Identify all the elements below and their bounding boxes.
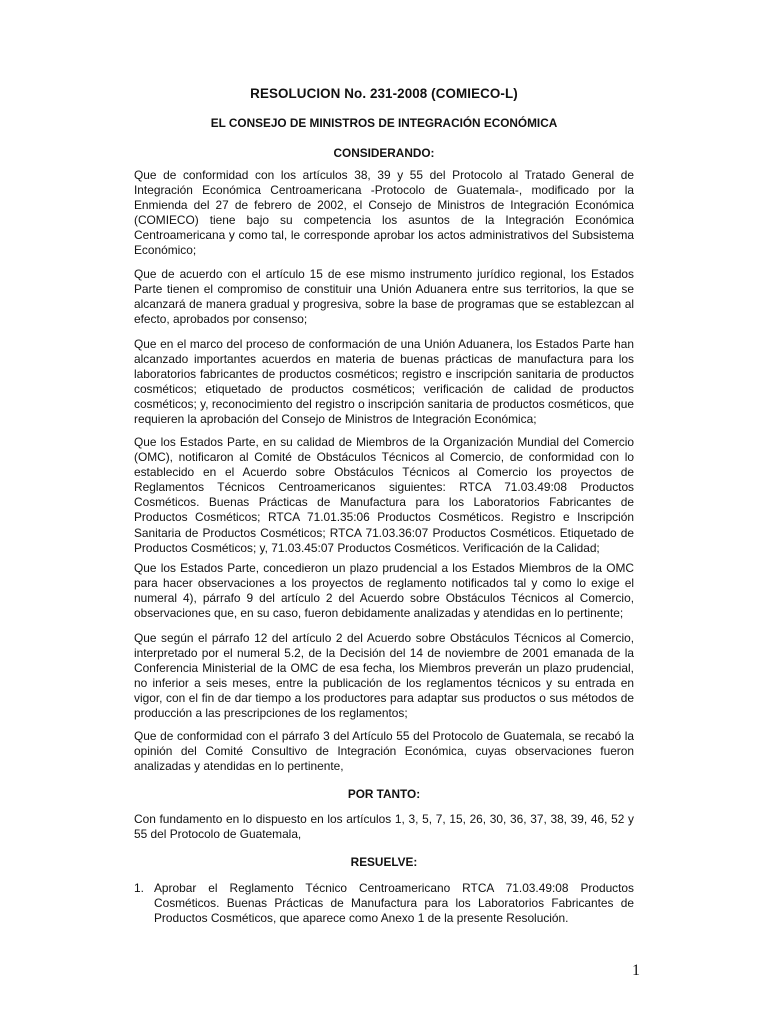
considerando-paragraph-5: Que los Estados Parte, concedieron un plazo prudencial a los Estados Miembros de la OMC para hacer observaciones a los proyectos de reglamento notificados tal y como lo exige el numeral 4), párrafo 9 del artículo 2 del Acuerdo sobre Obstáculos Técnicos al Comercio, observaciones que, en su caso, fueron debidamente analizadas y atendidas en lo pertinente; (134, 561, 634, 621)
resuelve-heading: RESUELVE: (350, 855, 418, 869)
considerando-paragraph-6: Que según el párrafo 12 del artículo 2 del Acuerdo sobre Obstáculos Técnicos al Comercio, interpretado por el numeral 5.2, de la Decisión del 14 de noviembre de 2001 emanada de la Conferencia Ministerial de la OMC de esa fecha, los Miembros preverán un plazo prudencial, no inferior a seis meses, entre la publicación de los reglamentos técnicos y su entrada en vigor, con el fin de dar tiempo a los productores para adaptar sus productos o sus métodos de producción a las prescripciones de los reglamentos; (134, 631, 634, 721)
considerando-paragraph-7: Que de conformidad con el párrafo 3 del Artículo 55 del Protocolo de Guatemala, se recabó la opinión del Comité Consultivo de Integración Económica, cuyas observaciones fueron analizadas y atendidas en lo pertinente, (134, 729, 634, 774)
resolution-title: RESOLUCION No. 231-2008 (COMIECO-L) (250, 86, 518, 101)
considerando-paragraph-2: Que de acuerdo con el artículo 15 de ese mismo instrumento jurídico regional, los Estados Parte tienen el compromiso de constituir una Unión Aduanera entre sus territorios, la que se alcanzará de manera gradual y progresiva, sobre la base de programas que se establezcan al efecto, aprobados por consenso; (134, 267, 634, 327)
considerando-paragraph-3: Que en el marco del proceso de conformación de una Unión Aduanera, los Estados Parte han alcanzado importantes acuerdos en materia de buenas prácticas de manufactura para los laboratorios fabricantes de productos cosméticos; registro e inscripción sanitaria de productos cosméticos; etiquetado de productos cosméticos; verificación de calidad de productos cosméticos; y, reconocimiento del registro o inscripción sanitaria de productos cosméticos, que requieren la aprobación del Consejo de Ministros de Integración Económica; (134, 337, 634, 427)
page-number: 1 (632, 962, 640, 979)
considerando-heading: CONSIDERANDO: (333, 146, 435, 160)
por-tanto-heading: POR TANTO: (347, 787, 421, 801)
por-tanto-paragraph: Con fundamento en lo dispuesto en los artículos 1, 3, 5, 7, 15, 26, 30, 36, 37, 38, 39, 46, 52 y 55 del Protocolo de Guatemala, (134, 812, 634, 842)
council-subtitle: EL CONSEJO DE MINISTROS DE INTEGRACIÓN ECONÓMICA (210, 116, 558, 130)
considerando-paragraph-4: Que los Estados Parte, en su calidad de Miembros de la Organización Mundial del Comercio (OMC), notificaron al Comité de Obstáculos Técnicos al Comercio, de conformidad con lo establecido en el Acuerdo sobre Obstáculos Técnicos al Comercio los proyectos de Reglamentos Técnicos Centroamericanos siguientes: RTCA 71.03.49:08 Productos Cosméticos. Buenas Prácticas de Manufactura para los Laboratorios Fabricantes de Productos Cosméticos; RTCA 71.01.35:06 Productos Cosméticos. Registro e Inscripción Sanitaria de Productos Cosméticos; RTCA 71.03.36:07 Productos Cosméticos. Etiquetado de Productos Cosméticos; y, 71.03.45:07 Productos Cosméticos. Verificación de la Calidad; (134, 435, 634, 555)
considerando-paragraph-1: Que de conformidad con los artículos 38, 39 y 55 del Protocolo al Tratado General de Integración Económica Centroamericana -Protocolo de Guatemala-, modificado por la Enmienda del 27 de febrero de 2002, el Consejo de Ministros de Integración Económica (COMIECO) tiene bajo su competencia los asuntos de la Integración Económica Centroamericana y como tal, le corresponde aprobar los actos administrativos del Subsistema Económico; (134, 168, 634, 258)
resuelve-item-text: Aprobar el Reglamento Técnico Centroamericano RTCA 71.03.49:08 Productos Cosméticos. Buenas Prácticas de Manufactura para los Laboratorios Fabricantes de Productos Cosméticos, que aparece como Anexo 1 de la presente Resolución. (154, 881, 634, 926)
resuelve-item-number: 1. (134, 881, 144, 895)
